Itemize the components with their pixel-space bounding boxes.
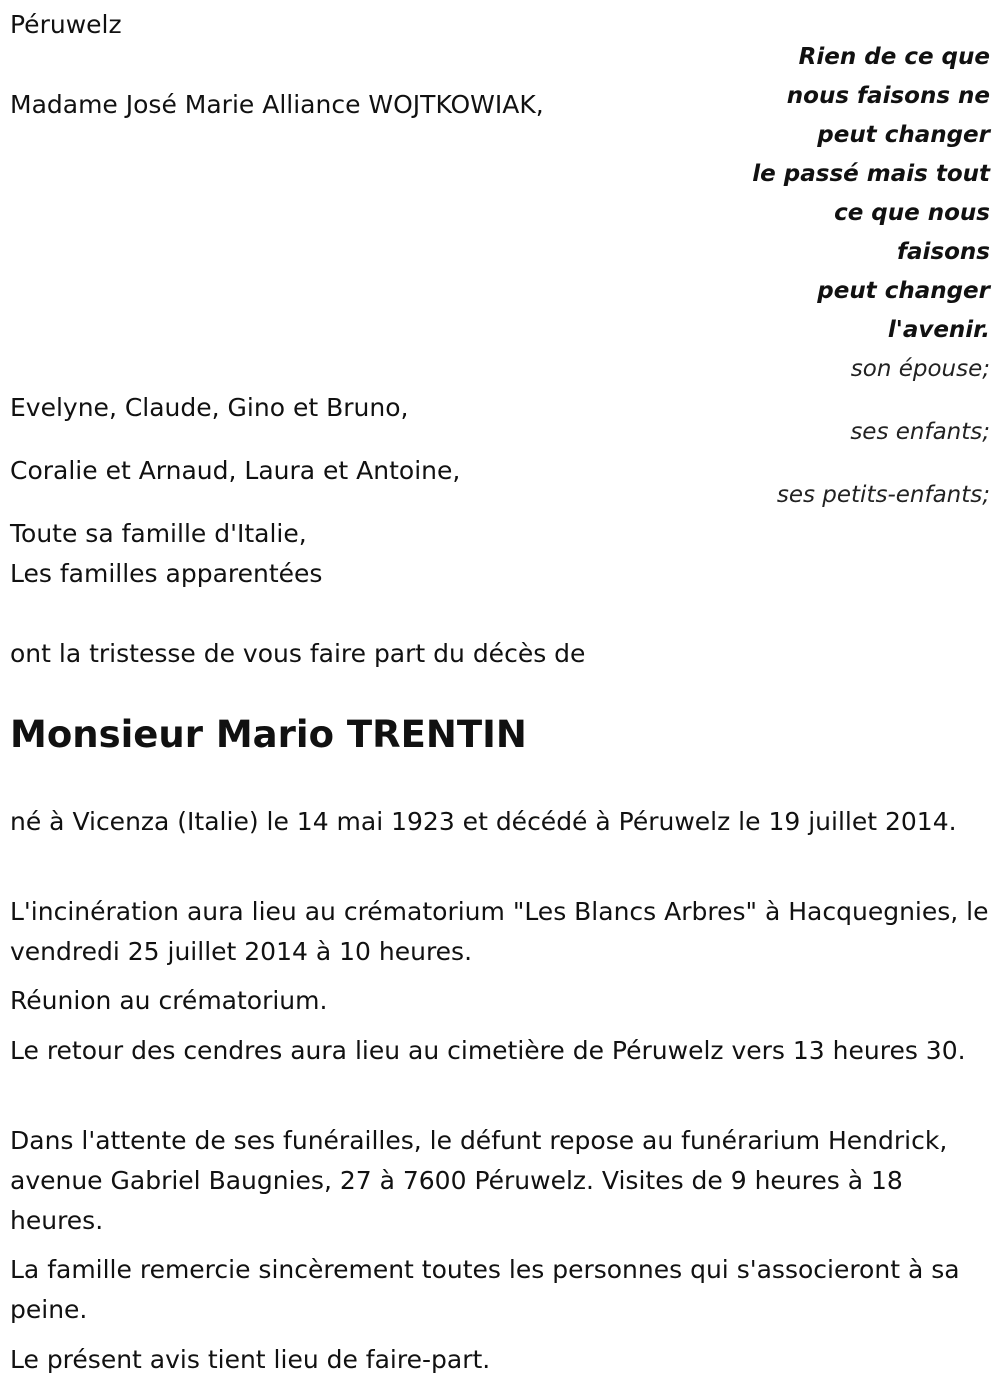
birth-death-paragraph: né à Vicenza (Italie) le 14 mai 1923 et décédé à Péruwelz le 19 juillet 2014. (10, 807, 957, 836)
quote-line: le passé mais tout (752, 161, 990, 187)
quote-block (752, 38, 990, 350)
quote-line: peut changer (817, 278, 990, 304)
quote-line: peut changer (817, 122, 990, 148)
meeting-paragraph: Réunion au crématorium. (10, 986, 328, 1015)
funerarium-paragraph: Dans l'attente de ses funérailles, le défunt repose au funérarium Hendrick, avenue Gabriel Baugnies, 27 à 7600 Péruwelz. Visites de 9 heures à 18 heures. (10, 1126, 948, 1235)
announcement-intro: ont la tristesse de vous faire part du décès de (10, 639, 586, 668)
grandchildren-names: Coralie et Arnaud, Laura et Antoine, (10, 456, 461, 485)
quote-line: Rien de ce que (798, 44, 990, 70)
grandchildren-relation: ses petits-enfants; (776, 482, 990, 508)
italy-family: Toute sa famille d'Italie, (10, 519, 307, 548)
quote-line: nous faisons ne (786, 83, 990, 109)
city-header: Péruwelz (10, 10, 122, 39)
related-families: Les familles apparentées (10, 559, 323, 588)
children-relation: ses enfants; (850, 419, 990, 445)
children-names: Evelyne, Claude, Gino et Bruno, (10, 393, 409, 422)
quote-line: ce que nous (834, 200, 990, 226)
spouse-relation: son épouse; (850, 356, 990, 382)
deceased-name: Monsieur Mario TRENTIN (10, 713, 527, 756)
spouse-name: Madame José Marie Alliance WOJTKOWIAK, (10, 90, 544, 119)
quote-line: l'avenir. (887, 317, 990, 343)
thanks-paragraph: La famille remercie sincèrement toutes les personnes qui s'associeront à sa peine. (10, 1255, 960, 1324)
quote-line: faisons (897, 239, 990, 265)
ashes-paragraph: Le retour des cendres aura lieu au cimetière de Péruwelz vers 13 heures 30. (10, 1036, 966, 1065)
cremation-paragraph: L'incinération aura lieu au crématorium "Les Blancs Arbres" à Hacquegnies, le vendredi 25 juillet 2014 à 10 heures. (10, 897, 989, 966)
notice-paragraph: Le présent avis tient lieu de faire-part. (10, 1345, 491, 1374)
